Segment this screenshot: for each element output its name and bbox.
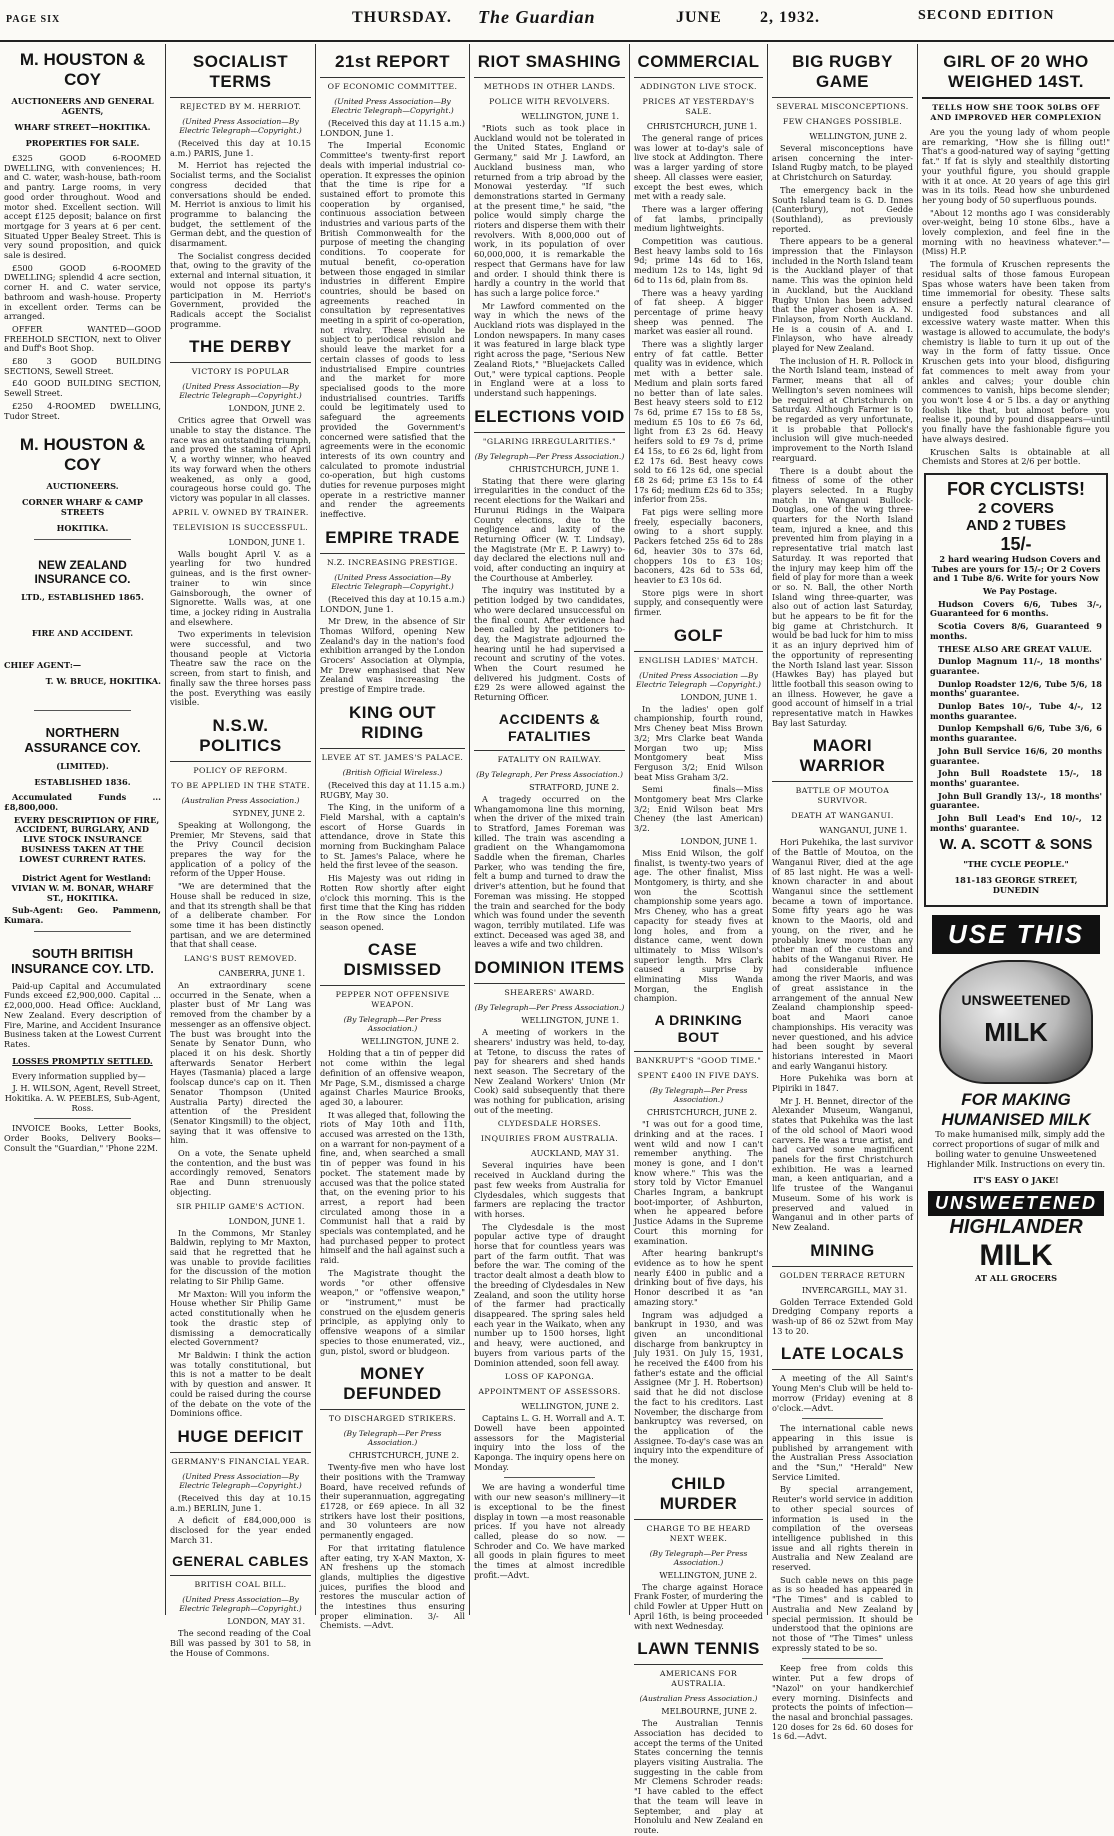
wire-credit: (Australian Press Association.) — [639, 1694, 758, 1704]
headline-huge-deficit: HUGE DEFICIT — [170, 1427, 311, 1453]
milk-ad-brand: MILK — [979, 1239, 1053, 1273]
wire-credit: (By Telegraph, Per Press Association.) — [476, 769, 623, 779]
milk-ad-body: To make humanised milk, simply add the correct proportions of sugar of milk and boiling water to genuine Unsweetened Highlander Milk. Instructions on every tin. — [926, 1129, 1106, 1169]
subhead: CLYDESDALE HORSES. — [497, 1119, 602, 1129]
article-paragraph: Hori Pukehika, the last survivor of the Battle of Moutoa, on the Wanganui River, died at the age of 85 last night. He was a well-known character in and about Wanganui since the settlement became a town of importance. Some fifty years ago he was known to the Maoris, old and young, on the river, and he probably knew more than any other man of the customs and habits of the Wanganui River. He had considerable influence among the river Maoris, and was of great assistance in the arrangement of the annual New Zealand championship speed-boat and Maori canoe championships. His veracity was never questioned, and his advice had been sought by several historians interested in Maori and early Wanganui history. — [772, 837, 913, 1071]
article-paragraph: It was alleged that, following the riots of May 10th and 11th, accused was arrested on the 13th, on a warrant for non-payment of a fine, and, when searched a small tin of pepper was found in his pocket. The statement made by accused was that the police stated that, on the evening prior to his arrest, a report had been circulated among those in a Communist hall that a raid by specials was contemplated, and he had purchased pepper to protect himself and the hall against such a raid. — [320, 1109, 465, 1266]
property-listing: OFFER WANTED—GOOD FREEHOLD SECTION, next to Oliver and Duff's Boot Shop. — [4, 323, 161, 354]
property-listing: £325 GOOD 6-ROOMED DWELLING, with conveniences; H. and C. water, wash-house, bath-room and pantry. Large rooms, in very good order throughout. Wood and motor shed. Excellent section. Will accept £125 deposit; balance on first mortgage for 3 years at 6 per cent. Situated Upper Bealey Street. This is very sound proposition, and quick sale is desired. — [4, 153, 161, 261]
dateline: LONDON, JUNE 1. — [680, 836, 757, 846]
column-1-advertisements — [0, 44, 166, 1615]
cyclists-ad-line: THESE ALSO ARE GREAT VALUE. — [938, 643, 1092, 654]
subhead: AMERICANS FOR AUSTRALIA. — [659, 1669, 738, 1689]
article-paragraph: The formula of Kruschen represents the residual salts of those famous European Spas whose waters have been taken from time immemorial for obesity. These salts ensure a perfectly natural clearance of undigested food substances and all excessive watery waste matter. When this wastage is allowed to accumulate, the body's chemistry is liable to turn it up out of the way in the form of fatty tissue. Once Kruschen gets into your blood, disfiguring fat commences to melt away from your ankles and calves; your double chin commences to vanish, hips become slender; you won't lose 4 or 5 lbs. a day or anything foolish like that, but almost before you realise it, pound by pound disappears—until you finally have the fashionable figure you have always desired. — [922, 259, 1110, 444]
headline-golf: GOLF — [634, 626, 763, 652]
cyclists-ad-line: "THE CYCLE PEOPLE." — [963, 859, 1069, 870]
cyclists-ad-address: 181-183 GEORGE STREET, DUNEDIN — [954, 875, 1078, 896]
dateline: INVERCARGILL, MAY 31. — [801, 1285, 907, 1295]
column-3 — [316, 44, 470, 1631]
article-paragraph: There was a heavy yarding of fat sheep. A bigger percentage of prime heavy sheep was penned. The market was easier all round. — [634, 287, 763, 337]
subhead: DEATH AT WANGANUI. — [791, 811, 894, 821]
subhead: BANKRUPT'S "GOOD TIME." — [635, 1056, 762, 1066]
article-paragraph: An extraordinary scene occurred in the Senate, when a plaster bust of Mr Lang was removed from the chamber by a messenger as an offensive object. The bust was brought into the Senate by Senator Dunn, who placed it on his desk. Shortly afterwards Senator Herbert Hayes (Tasmania) placed a large foolscap dunce's cap on it. Then Senator Thompson (United Australia Party) directed the attention of the President (Senator Kingsmill) to the object, saying that it was offensive to him. — [170, 980, 311, 1146]
article-paragraph: Mr Baldwin: I think the action was totally constitutional, but this is not a matter to be dealt with by question and answer. It could be raised during the course of the debate on the vote of the Dominions office. — [170, 1349, 311, 1419]
subhead: N.Z. INCREASING PRESTIGE. — [327, 557, 458, 567]
article-paragraph: (Received this day at 11.15 a.m.) RUGBY, May 30. — [320, 779, 465, 800]
cyclists-ad-line: Dunlop Bates 10/-, Tube 4/-, 12 months guarantee. — [930, 701, 1102, 721]
article-paragraph: Such cable news on this page as is so headed has appeared in "The Times" and is cabled to Australia and New Zealand by special permission. It should be understood that the opinions are not those of "The Times" unless expressly stated to be so. — [772, 1574, 913, 1653]
cyclists-ad-line: 2 hard wearing Hudson Covers and Tubes are yours for 15/-; Or 2 Covers and 1 Tube 8/6. Write for yours Now — [931, 553, 1101, 584]
article-paragraph: The inquiry was instituted by a petition lodged by two candidates, who were declared unsuccessful on the final count. After evidence had been called by the petitioners to-day, the Magistrate adjourned the hearing until he had supervised a recount and scrutiny of the votes. When the Court resumed he delivered his judgment. Costs of £29 2s were allowed against the Returning Officer. — [474, 585, 625, 703]
wire-credit: (Australian Press Association.) — [181, 795, 300, 805]
article-paragraph: The Socialist congress decided that, owing to the gravity of the external and internal situation, it would not oppose its party's participation in M. Herriot's Government, provided the Radicals accept the Socialist programme. — [170, 250, 311, 329]
article-paragraph: (Received this day at 10.15 a.m.) LONDON, June 1. — [320, 593, 465, 614]
article-paragraph: The charge against Horace Frank Foster, of murdering the child Fowler at Upper Hutt on April 16th, is being proceeded with next Wednesday. — [634, 1581, 763, 1631]
headline-dominion-items: DOMINION ITEMS — [474, 958, 625, 984]
cyclists-ad-line: Dunlop Roadster 12/6, Tube 5/6, 18 months' guarantee. — [930, 678, 1102, 699]
cyclists-ad-line: We Pay Postage. — [982, 586, 1058, 597]
wire-credit: (United Press Association—By Electric Telegraph—Copyright.) — [331, 97, 454, 115]
headline-case-dismissed: CASE DISMISSED — [320, 940, 465, 986]
article-paragraph: In the Commons, Mr Stanley Baldwin, replying to Mr Maxton, said that he regretted that he was unable to provide facilities for the discussion of the motion relating to Sir Philip Game. — [170, 1227, 311, 1287]
nz-insurance-line: T. W. BRUCE, HOKITIKA. — [45, 676, 161, 687]
northern-assurance-line: Accumulated Funds ... £8,800,000. — [4, 792, 161, 812]
article-paragraph: Mr Drew, in the absence of Sir Thomas Wilford, opening New Zealand's day in the nation's food exhibition arranged by the London Grocers' Association at Olympia, Mr Drew emphasised that New Zealand was increasing the prestige of Empire trade. — [320, 616, 465, 695]
subhead: TELEVISION IS SUCCESSFUL. — [172, 522, 309, 532]
article-paragraph: His Majesty was out riding in Rotten Row shortly after eight o'clock this morning. This is the first time that the King has ridden in the Row since the London season opened. — [320, 873, 465, 932]
milk-ad-line: IT'S EASY O JAKE! — [973, 1175, 1059, 1186]
milk-tin-image — [939, 960, 1093, 1084]
cyclists-ad-title: FOR CYCLISTS! — [947, 478, 1085, 499]
dateline: WELLINGTON, JUNE 2. — [659, 1570, 757, 1580]
article-paragraph: A meeting of workers in the shearers' industry was held, to-day, at Tetone, to discuss the rates of pay for shearers and shed hands next season. The Secretary of the New Zealand Workers' Union (Mr Cook) said subsequently that there was nothing for publication, arising out of the meeting. — [474, 1027, 625, 1115]
article-paragraph: Several inquiries have been received in Auckland during the past few weeks from Australia for Clydesdales, which suggests that farmers are replacing the tractor with horses. — [474, 1160, 625, 1219]
dateline: LONDON, JUNE 1. — [228, 1216, 305, 1226]
wire-credit: (By Telegraph—Per Press Association.) — [474, 451, 625, 461]
article-paragraph: There appears to be a general impression that the Finlayson included in the North Island team is the Auckland player of that name. This was the opinion held in Auckland, but the Auckland Rugby Union has been advised that the player chosen is A. N. Finlayson, from North Auckland. He is a cousin of A. and I. Finlayson, who have already played for New Zealand. — [772, 236, 913, 354]
subhead: POLICE WITH REVOLVERS. — [489, 97, 610, 106]
wire-credit: (By Telegraph—Per Press Association.) — [343, 1429, 442, 1448]
dateline: LONDON, MAY 31. — [227, 1617, 305, 1627]
advertisement-paragraph: Keep free from colds this winter. Put a few drops of "Nazol" on your handkerchief every morning. Disinfects and protects the points of infection—the nasal and bronchial passages. 120 doses for 2s 6d. 60 doses for 1s 6d.—Advt. — [772, 1663, 913, 1742]
wire-credit: (By Telegraph—Per Press Association.) — [474, 1003, 625, 1013]
subhead: BATTLE OF MOUTOA SURVIVOR. — [795, 786, 890, 806]
article-paragraph: Store pigs were in short supply, and consequently were firmer. — [634, 587, 763, 618]
northern-assurance-line: District Agent for Westland: VIVIAN W. M. BONAR, WHARF ST., HOKITIKA. — [11, 873, 154, 903]
article-paragraph: Miss Enid Wilson, the golf finalist, is twenty-two years of age. The other finalist, Miss Montgomery, is thirty, and she won the Scottish championship some years ago. Mrs Cheney, who has a great capacity for steady fives at long holes, and from a distance came, went down ultimately to Miss Wilson's superior length. Mrs Clark caused a surprise by eliminating Miss Wanda Morgan, the English champion. — [634, 847, 763, 1004]
article-paragraph: Kruschen Salts is obtainable at all Chemists and Stores at 2/6 per bottle. — [922, 446, 1110, 467]
south-british-line: LOSSES PROMPTLY SETTLED. — [12, 1055, 153, 1066]
wire-credit: (By Telegraph—Per Press Association.) — [649, 1086, 748, 1105]
south-british-title: SOUTH BRITISH INSURANCE COY. LTD. — [11, 945, 154, 976]
article-paragraph: "I was out for a good time, drinking and at the races. I went wild and now I can't remember anything. The money is gone, and I don't know where." This was the story told by Victor Emanuel Charles Ingram, a bankrupt boot-importer, of Ashburton, when he appeared before Justice Adams in the Supreme Court this morning for examination. — [634, 1119, 763, 1246]
dateline: CHRISTCHURCH, JUNE 1. — [646, 122, 757, 131]
headline-king-out-riding: KING OUT RIDING — [320, 703, 465, 749]
milk-ad-brand: UNSWEETENED — [928, 1191, 1104, 1216]
column-2 — [166, 44, 316, 1658]
cyclists-ad-line: Dunlop Kempshall 6/6, Tube 3/6, 6 months guarantee. — [930, 723, 1102, 744]
article-paragraph: Hore Pukehika was born at Pipiriki in 1847. — [772, 1073, 913, 1094]
wire-credit: (United Press Association—By Electric Telegraph—Copyright.) — [179, 382, 302, 401]
dateline: WELLINGTON, JUNE 1. — [521, 1016, 619, 1026]
subhead: GERMANY'S FINANCIAL YEAR. — [171, 1456, 310, 1466]
subhead: BRITISH COAL BILL. — [194, 1580, 287, 1590]
dateline: WELLINGTON, JUNE 1. — [521, 112, 619, 121]
nz-insurance-title: NEW ZEALAND INSURANCE CO. — [34, 558, 131, 587]
invoice-books-ad: INVOICE Books, Letter Books, Order Books, Delivery Books—Consult the "Guardian," 'Phone 22M. — [4, 1123, 161, 1153]
houston-ad-line: PROPERTIES FOR SALE. — [25, 138, 140, 148]
subhead: GOLDEN TERRACE RETURN — [779, 1270, 906, 1280]
headline-mining: MINING — [772, 1241, 913, 1267]
article-paragraph: The international cable news appearing in this issue is published by arrangement with the Australian Press Association and the "Sun," "Herald" New Service Limited. — [772, 1423, 913, 1482]
article-paragraph: M. Herriot has rejected the Socialist terms, and the Socialist congress decided that conversations should be ended. M. Herriot is anxious to limit his programme to balancing the budget, the settlement of the German debt, and the question of disarmament. — [170, 160, 311, 249]
subhead: TO BE APPLIED IN THE STATE. — [171, 780, 310, 790]
wire-credit: (By Telegraph—Per Press Association.) — [343, 1015, 442, 1034]
page-number: PAGE SIX — [6, 14, 61, 25]
cyclists-ad-line: 2 COVERS — [978, 499, 1054, 517]
subhead: POLICY OF REFORM. — [193, 765, 288, 775]
article-paragraph: The general range of prices was lower at to-day's sale of live stock at Addington. There was a larger yarding of store sheep. All classes were easier, except the best ewes, which met with a ready sale. — [634, 133, 763, 202]
wire-credit: (United Press Association—By Electric Telegraph—Copyright.) — [331, 572, 454, 591]
subhead: ADDINGTON LIVE STOCK. — [640, 82, 757, 91]
article-paragraph: Mr Maxton: Will you inform the House whether Sir Philip Game acted constitutionally when he took the drastic step of dismissing a democratically elected Government? — [170, 1288, 311, 1348]
headline-late-locals: LATE LOCALS — [772, 1344, 913, 1370]
nz-insurance-line: FIRE AND ACCIDENT. — [31, 628, 134, 639]
edition-label: SECOND EDITION — [918, 8, 1055, 23]
column-5 — [630, 44, 768, 1835]
article-paragraph: Semi finals—Miss Montgomery beat Mrs Clarke 3/2; Enid Wilson beat Mrs Cheney (the last American) 3/2. — [634, 784, 763, 834]
use-this-banner: USE THIS — [932, 915, 1100, 954]
article-paragraph: A deficit of £84,000,000 is disclosed for the year ended March 31. — [170, 1515, 311, 1545]
headline-drinking-bout: A DRINKING BOUT — [634, 1012, 763, 1052]
newspaper-title: The Guardian — [478, 7, 596, 27]
dateline: LONDON, JUNE 1. — [228, 537, 305, 547]
subhead: APPOINTMENT OF ASSESSORS. — [478, 1387, 621, 1397]
subhead: INQUIRIES FROM AUSTRALIA. — [480, 1134, 619, 1144]
article-paragraph: "Riots such as took place in Auckland would not be tolerated in the United States, England or Germany," said Mr J. Lawford, an Auckland business man, who returned from a trip abroad by the Monowai yesterday. "If such demonstrations started in Germany at the present time," he said, "the police would simply charge the rioters and disperse them with their revolvers. With 8,000,000 out of work, in its population of over 60,000,000, it is remarkable the respect that Germans have for law and order. I should think there is hardly a country in the world that has such a large police force." — [474, 123, 625, 298]
subhead: APRIL V. OWNED BY TRAINER. — [172, 507, 309, 517]
masthead-date: 2, 1932. — [760, 9, 820, 26]
dateline: CHRISTCHURCH, JUNE 2. — [348, 1451, 459, 1461]
dateline: LONDON, JUNE 1. — [680, 692, 757, 702]
article-paragraph: A tragedy occurred on the Whangamomona line this morning, when the driver of the mixed train to Stratford, James Foreman was killed. The train was ascending a gradient on the Whangamomona Saddle when the fireman, Charles Parker, who was tending the fire, felt a bump and turned to draw the driver's attention, but he found that Foreman was missing. He stopped the train and searched for the body which was found under the seventh wagon, terribly mutilated. Life was extinct. Deceased was aged 38, and leaves a wife and two children. — [474, 793, 625, 950]
article-paragraph: The Magistrate thought the words "or other offensive weapon," or "offensive weapon," or "instrument," must be construed on the ejusdem generis principle, as applying only to offensive weapons of a similar species to those enumerated, viz., gun, pistol, sword or bludgeon. — [320, 1267, 465, 1356]
subhead: VICTORY IS POPULAR — [191, 367, 290, 377]
column-6 — [768, 44, 918, 1742]
article-paragraph: (Received this day at 10.15 a.m.) PARIS, June 1. — [170, 138, 311, 158]
cyclists-ad-line: Dunlop Magnum 11/-, 18 months' guarantee. — [930, 656, 1102, 676]
dateline: WANGANUI, JUNE 1. — [819, 826, 907, 836]
masthead-month: JUNE — [676, 9, 722, 26]
nz-insurance-line: CHIEF AGENT:— — [4, 660, 82, 671]
milk-ad-headline: FOR MAKING HUMANISED MILK — [941, 1090, 1091, 1130]
subhead: SPENT £400 IN FIVE DAYS. — [637, 1071, 760, 1081]
article-paragraph: There was a larger offering of fat lambs, principally medium lightweights. — [634, 203, 763, 234]
headline-commercial: COMMERCIAL — [634, 52, 763, 78]
subhead: LOSS OF KAPONGA. — [504, 1372, 595, 1382]
headline-socialist-terms: SOCIALIST TERMS — [170, 52, 311, 98]
wire-credit: (British Official Wireless.) — [342, 767, 443, 777]
article-paragraph: "About 12 months ago I was considerably over-weight, being 10 stone 6lbs., have a lovely complexion, and feel fine in the morning with no heaviness whatever."—(Miss) H.P. — [922, 207, 1110, 257]
dateline: WELLINGTON, JUNE 2. — [361, 1037, 459, 1047]
headline-general-cables: GENERAL CABLES — [170, 1553, 311, 1576]
cyclists-ad-line: Hudson Covers 6/6, Tubes 3/-, Guaranteed for 6 months. — [930, 598, 1102, 619]
dateline: CHRISTCHURCH, JUNE 2. — [646, 1108, 757, 1118]
property-listing: £80 3 GOOD BUILDING SECTIONS, Sewell Street. — [4, 356, 161, 376]
south-british-line: Paid-up Capital and Accumulated Funds exceed £2,900,000. Capital ... £2,000,000. Head Office: Auckland, New Zealand. Every description of Fire, Marine, and Accident Insurance Business taken at the Lowest Current Rates. — [4, 980, 161, 1049]
houston-ad-line: AUCTIONEERS AND GENERAL AGENTS, — [11, 96, 154, 116]
south-british-line: Every information supplied by— — [12, 1070, 146, 1081]
article-paragraph: Mr J. H. Bennet, director of the Alexander Museum, Wanganui, states that Pukehika was the last of the old school of Maori wood carvers. He was a true artist, and had carved some magnificent panels for the first Christchurch exhibition. He was a learned man, a keen antiquarian, and a life trustee of the Wanganui Museum. Some of his work is preserved and valued in Wanganui and in other parts of New Zealand. — [772, 1095, 913, 1232]
article-paragraph: "We are determined that the House shall be reduced in size, and that its strength shall be that of a deliberate chamber. For some time it has been distinctly partisan, and we are determined that that shall cease. — [170, 881, 311, 950]
article-paragraph: Two experiments in television were successful, and two thousand people at Victoria Theatre saw the race on the screen, from start to finish, and finally saw the three horses pass the post. Everything was easily visible. — [170, 629, 311, 708]
subhead: "GLARING IRREGULARITIES." — [482, 436, 617, 446]
article-paragraph: In the ladies' open golf championship, fourth round, Mrs Cheney beat Miss Brown 3/2; Mrs Clarke beat Wanda Morgan two up; Miss Montgomery beat Miss Ferguson 3/2; Enid Wilson beat Miss Graham 3/2. — [634, 703, 763, 782]
article-paragraph: On a vote, the Senate upheld the contention, and the bust was accordingly removed, Senators Rae and Dunn strenuously objecting. — [170, 1148, 311, 1197]
cyclists-ad-line: John Bull Grandly 13/-, 18 months' guarantee. — [930, 790, 1102, 811]
property-listing: £250 4-ROOMED DWELLING, Tudor Street. — [4, 400, 161, 421]
headline-money-defunded: MONEY DEFUNDED — [320, 1364, 465, 1410]
subhead: TELLS HOW SHE TOOK 50LBS OFF AND IMPROVED HER COMPLEXION — [930, 103, 1102, 122]
article-paragraph: The Clydesdale is the most popular active type of draught horse that for countless years was part of the farm outfit. That was before the war. The coming of the tractor dealt almost a death blow to the breeding of Clydesdales in New Zealand, and soon the utility horse of the farmer had practically disappeared. The spring sales held each year in the Waikato, when any number up to 1500 horses, light and heavy, were auctioned, and buyers from various parts of the Dominion attended, soon fell away. — [474, 1221, 625, 1368]
article-paragraph: A meeting of the All Saint's Young Men's Club will be held to-morrow (Friday) evening at 8 o'clock.—Advt. — [772, 1373, 913, 1413]
subhead: FATALITY ON RAILWAY. — [497, 754, 602, 764]
dateline: CANBERRA, JUNE 1. — [218, 969, 305, 979]
article-paragraph: Ingram was adjudged a bankrupt in 1930, and was given an unconditional discharge from bankruptcy in July 1931. On July 15, 1931, he received the £400 from his father's estate and the official Assignee (Mr J. H. Robertson) said that he did not disclose the fact to his creditors. Last November, the discharge from bankruptcy was reversed, on the application of the Assignee. To-day's case was an inquiry into the expenditure of the money. — [634, 1309, 763, 1466]
article-paragraph: The inclusion of H. R. Pollock in the North Island team, instead of Farmer, means that all of Wellington's seven nominees will be required at Christchurch on Saturday. Although Farmer is to be regarded as very unfortunate, it is probable that Pollock's inclusion will give much-needed improvement to the North Island rearguard. — [772, 355, 913, 463]
dateline: MELBOURNE, JUNE 2. — [661, 1707, 757, 1717]
article-paragraph: Golden Terrace Extended Gold Dredging Company reports a wash-up of 86 oz 52wt from May 13 to 20. — [772, 1296, 913, 1336]
article-paragraph: (Received this day at 11.15 a.m.) LONDON, June 1. — [320, 118, 465, 138]
houston-ad-line: CORNER WHARF & CAMP STREETS — [22, 497, 143, 518]
article-paragraph: Stating that there were glaring irregularities in the conduct of the recent elections for the Waikari and Hurunui Ridings in the Waipara County elections, due to the negligence and laxity of the Returning Officer (W. T. Lindsay), the Magistrate (Mr E. P. Lawry) to-day declared the elections null and void, after conducting an inquiry at the Courthouse at Amberley. — [474, 475, 625, 583]
headline-big-rugby-game: BIG RUGBY GAME — [772, 52, 913, 98]
article-paragraph: Twenty-five men who have lost their positions with the Tramway Board, have received refunds of their superannuation, aggregating £1728, or £69 apiece. In all 32 strikers have lost their positions, and 30 volunteers are now permanently engaged. — [320, 1462, 465, 1541]
subhead: LEVEE AT ST. JAMES'S PALACE. — [321, 752, 464, 762]
wire-credit: (By Telegraph—Per Press Association.) — [649, 1548, 748, 1567]
article-paragraph: (Received this day at 10.15 a.m.) BERLIN, June 1. — [170, 1492, 311, 1513]
wire-credit: (United Press Association—By Electric Telegraph—Copyright.) — [179, 1471, 302, 1490]
article-paragraph: Fat pigs were selling more freely, especially baconers, owing to a short supply. Packers fetched 25s 6d to 28s 6d, heavier 30s to 37s 6d, choppers 10s to £3 10s; baconers, 42s 6d to 53s 6d, heavier to £3 10s 6d. — [634, 507, 763, 585]
subhead: CHARGE TO BE HEARD NEXT WEEK. — [646, 1523, 751, 1543]
headline-accidents-fatalities: ACCIDENTS & FATALITIES — [474, 711, 625, 751]
nz-insurance-line: LTD., ESTABLISHED 1865. — [21, 592, 144, 603]
article-paragraph: The emergency back in the South Island team is G. D. Innes (Canterbury), not Gedde (Southland), as previously reported. — [772, 184, 913, 234]
cyclists-ad — [924, 473, 1108, 908]
property-listing: £500 GOOD 6-ROOMED DWELLING; splendid 4 acre section, corner H. and C. water service, bathroom and wash-house. Property in excellent order. Terms can be arranged. — [4, 262, 161, 322]
highlander-milk-ad — [922, 915, 1110, 1283]
columns — [0, 44, 1114, 1835]
article-paragraph: Mr Lawford commented on the way in which the news of the Auckland riots was displayed in the London newspapers. In many cases it was featured in large black type right across the page, "Serious New Zealand Riots," "Bluejackets Called Out," were typical captions. People in England were at a loss to understand such happenings. — [474, 300, 625, 398]
cyclists-ad-line: John Bull Service 16/6, 20 months guarantee. — [930, 745, 1102, 766]
article-paragraph: There is a doubt about the fitness of some of the other players selected. In a Rugby match in Wanganui Bullock-Douglas, one of the wing three-quarters for the North Island team, injured a knee, and this prevented him from playing in a representative trial match last Saturday. It was reported that the injury may keep him off the field of play for more than a week or so. N. Ball, the other North Island wing three-quarter, was also out of action last Saturday, but he appears to be fit for the big game at Christchurch. It would be bad luck for him to miss it as an injury deprived him of the opportunity of representing the North Island last year. Sisson (Hawkes Bay) has played but little football this season owing to an illness. However, he gave a good account of himself in a trial representative match in Hawkes Bay last Saturday. — [772, 465, 913, 728]
headline-21st-report: 21st REPORT — [320, 52, 465, 78]
dateline: STRATFORD, JUNE 2. — [529, 782, 619, 792]
houston-ad-title: M. HOUSTON & COY — [19, 50, 146, 89]
milk-tin-label: UNSWEETENED — [961, 992, 1071, 1009]
masthead-day: THURSDAY. — [352, 9, 452, 26]
article-paragraph: Competition was cautious. Best heavy lambs sold to 16s 9d; prime 14s 6d to 16s, medium 12s to 14s, light 9d 6d to 11s 6d, plain from 8s. — [634, 236, 763, 285]
dateline: LONDON, JUNE 2. — [228, 404, 305, 414]
column-4 — [470, 44, 630, 1615]
dateline: WELLINGTON, JUNE 2. — [809, 132, 907, 141]
article-paragraph: Captains L. G. H. Worrall and A. T. Dowell have been appointed assessors for the Magisterial inquiry into the loss of the Kaponga. The inquiry opens here on Monday. — [474, 1413, 626, 1472]
milk-tin-label: MILK — [984, 1017, 1048, 1048]
dateline: WELLINGTON, JUNE 2. — [521, 1402, 619, 1412]
houston-ad-line: WHARF STREET—HOKITIKA. — [14, 122, 151, 132]
article-paragraph: By special arrangement, Reuter's world service in addition to other special sources of information is used in the compilation of the overseas intelligence published in this issue and all rights therein in Australia and New Zealand are reserved. — [772, 1484, 913, 1573]
headline-girl-of-20: GIRL OF 20 WHO WEIGHED 14ST. — [922, 52, 1110, 99]
cyclists-ad-line: John Bull Roadstete 15/-, 18 months' guarantee. — [930, 768, 1102, 788]
milk-ad-brand: HIGHLANDER — [949, 1216, 1083, 1239]
headline-lawn-tennis: LAWN TENNIS — [634, 1639, 763, 1665]
northern-assurance-line: ESTABLISHED 1836. — [34, 777, 131, 788]
article-paragraph: The Australian Tennis Association has decided to accept the terms of the United States concerning the tennis players visiting Australia. The suggesting in the cable from Mr Clemens Schroder reads: "I have cabled to the effect that the team will leave in September, and play at Honolulu and New Zealand en route. — [634, 1718, 763, 1835]
subhead: SEVERAL MISCONCEPTIONS. — [776, 102, 909, 111]
northern-assurance-title: NORTHERN ASSURANCE COY. — [24, 725, 141, 756]
subhead: SIR PHILIP GAME'S ACTION. — [176, 1201, 305, 1211]
houston-ad-title: M. HOUSTON & COY — [19, 435, 146, 475]
cyclists-ad-line: AND 2 TUBES — [965, 516, 1066, 534]
article-paragraph: There was a slightly larger entry of fat cattle. Better quality was in evidence, which met with a better sale. Medium and plain sorts fared no better than of late sales. Best heavy steers sold to £12 7s 6d, prime £7 15s to £8 5s, medium £5 10s to £6 7s 6d, light from £3 2s 6d. Heavy heifers sold to £9 7s d, prime £4 15s, to £6 2s 6d, light from £2 17s 6d. Best heavy cows sold to £6 12s 6d, one special £8 2s 6d; prime £3 15s to £4 17s 6d; medium £2s 6d to 35s; inferior from 25s. — [634, 339, 763, 505]
headline-riot-smashing: RIOT SMASHING — [474, 52, 625, 78]
article-paragraph: Walls bought April V. as a yearling for two hundred guineas, and is the first owner-trainer to win since Gainsborough, the owner of Signorette. Walls was, at one time, a jockey riding in Australia and elsewhere. — [170, 548, 311, 627]
dateline: CHRISTCHURCH, JUNE 1. — [508, 464, 619, 474]
headline-empire-trade: EMPIRE TRADE — [320, 528, 465, 554]
cyclists-ad-price: 15/- — [1000, 533, 1032, 554]
wire-credit: (United Press Association—By Electric Telegraph—Copyright.) — [179, 117, 302, 135]
cyclists-ad-line: Scotia Covers 8/6, Guaranteed 9 months. — [930, 621, 1102, 641]
article-paragraph: Speaking at Wollongong, the Premier, Mr Stevens, said that the Privy Council decision prepares the way for the application of a policy of the reform of the Upper House. — [170, 819, 311, 879]
wire-credit: (United Press Association—By Electric Telegraph—Copyright.) — [179, 1595, 302, 1614]
subhead: PEPPER NOT OFFENSIVE WEAPON. — [335, 990, 450, 1010]
dateline: AUCKLAND, MAY 31. — [530, 1149, 619, 1159]
article-paragraph: After hearing bankrupt's evidence as to how he spent nearly £400 in public and a drinking bout of five days, his Honor described it as "an amazing story." — [634, 1248, 763, 1307]
article-paragraph: Holding that a tin of pepper did not come within the legal definition of an offensive weapon, Mr Page, S.M., dismissed a charge against Charles Maurice Brooks, aged 30, a labourer. — [320, 1048, 465, 1107]
article-paragraph: Are you the young lady of whom people are remarking, "How she is filling out!" That's a good-natured way of saying "getting fat." If fat is slyly and stealthily distorting your youthful figure, you should grapple with it at once. At 20 years of age this girl was in its toils. Read how she unburdened her young body of 50 superfluous pounds. — [922, 127, 1110, 205]
article-paragraph: The Imperial Economic Committee's twenty-first report deals with imperial industrial co-operation. It expresses the opinion that the time is ripe for a sustained effort to promote this cooperation by organised, continuous association between industries and various parts of the British Commonwealth for the purpose of meeting the changing conditions. To cooperate for mutual benefit, co-operation between those engaged in similar industries in different Empire countries, should be based on agreements reached in consultation by representatives meeting in a spirit of co-operation, not rivalry. These should be subject to periodical revision and should leave the market for a certain classes of goods to less industrialised Empire countries and the market for more specialised goods to the more industrialised countries. Tariffs could be legitimately used to safeguard the agreements provided the Government's concerned were satisfied that the agreements were in the economic interests of its own country and calculated to promote industrial co-operation, but high customs duties for revenue purposes might operate in a restrictive manner and render the agreements ineffective. — [320, 140, 465, 520]
article-paragraph: The second reading of the Coal Bill was passed by 301 to 58, in the House of Commons. — [170, 1628, 311, 1658]
subhead: REJECTED BY M. HERRIOT. — [179, 102, 302, 111]
advertisement-paragraph: We are having a wonderful time with our new season's millinery—it is exceptional to be the finest display in town —a most reasonable prices. If you have not already called, please do so now. —Schroder and Co. We have marked all goods in plain figures to meet the times at almost incredible profit.—Advt. — [474, 1482, 625, 1580]
article-paragraph: Critics agree that Orwell was unable to stay the distance. The race was an outstanding triumph, and proved the stamina of April V, a worthy winner, who heaved its way forward when the others weakened, as only a good, courageous horse could go. The victory was popular in all classes. — [170, 415, 311, 503]
wire-credit: (United Press Association —By Electric Telegraph —Copyright.) — [636, 670, 761, 689]
column-7-advertisements — [918, 44, 1114, 1615]
property-listing: £40 GOOD BUILDING SECTION, Sewell Street. — [4, 378, 161, 399]
article-paragraph: The King, in the uniform of a Field Marshal, with a captain's escort of Horse Guards in attendance, drove in State this morning from Buckingham Palace to St. James's Palace, where he held the first levee of the season. — [320, 802, 465, 871]
milk-ad-line: AT ALL GROCERS — [975, 1273, 1057, 1284]
subhead: FEW CHANGES POSSIBLE. — [782, 117, 903, 126]
headline-the-derby: THE DERBY — [170, 337, 311, 363]
northern-assurance-line: EVERY DESCRIPTION OF FIRE, ACCIDENT, BURGLARY, AND LIVE STOCK INSURANCE BUSINESS TAKEN AT THE LOWEST CURRENT RATES. — [13, 814, 160, 864]
houston-ad-line: AUCTIONEERS. — [46, 481, 119, 492]
northern-assurance-line: (LIMITED). — [56, 761, 109, 772]
subhead: SHEARERS' AWARD. — [504, 988, 595, 998]
cyclists-ad-firm: W. A. SCOTT & SONS — [939, 836, 1093, 854]
headline-maori-warrior: MAORI WARRIOR — [772, 736, 913, 782]
masthead — [0, 0, 1114, 42]
subhead: PRICES AT YESTERDAY'S SALE. — [642, 97, 755, 116]
headline-elections-void: ELECTIONS VOID — [474, 407, 625, 433]
subhead: TO DISCHARGED STRIKERS. — [328, 1414, 457, 1424]
headline-nsw-politics: N.S.W. POLITICS — [170, 716, 311, 762]
subhead: LANG'S BUST REMOVED. — [184, 954, 297, 964]
subhead: METHODS IN OTHER LANDS. — [483, 82, 616, 91]
northern-assurance-line: Sub-Agent: Geo. Pammenn, Kumara. — [4, 905, 161, 926]
subhead: ENGLISH LADIES' MATCH. — [638, 655, 759, 665]
south-british-line: J. H. WILSON, Agent, Revell Street, Hokitika. A. W. PEEBLES, Sub-Agent, Ross. — [4, 1083, 161, 1113]
subhead: OF ECONOMIC COMMITTEE. — [327, 82, 458, 91]
headline-child-murder: CHILD MURDER — [634, 1474, 763, 1520]
article-paragraph: Several misconceptions have arisen concerning the inter-Island Rugby match, to be played at Christchurch on Saturday. — [772, 143, 913, 183]
houston-ad-line: HOKITIKA. — [56, 523, 109, 534]
cyclists-ad-line: John Bull Lead's End 10/-, 12 months' guarantee. — [930, 813, 1102, 833]
dateline: SYDNEY, JUNE 2. — [232, 808, 305, 818]
advertisement-paragraph: For that irritating flatulence after eating, try X-AN Maxton, X-AN freshens up the stomach glands, multiplies the digestive juices, purifies the blood and restores the muscular action of the intestines thus ensuring proper elimination. 3/- All Chemists. —Advt. — [320, 1542, 465, 1631]
